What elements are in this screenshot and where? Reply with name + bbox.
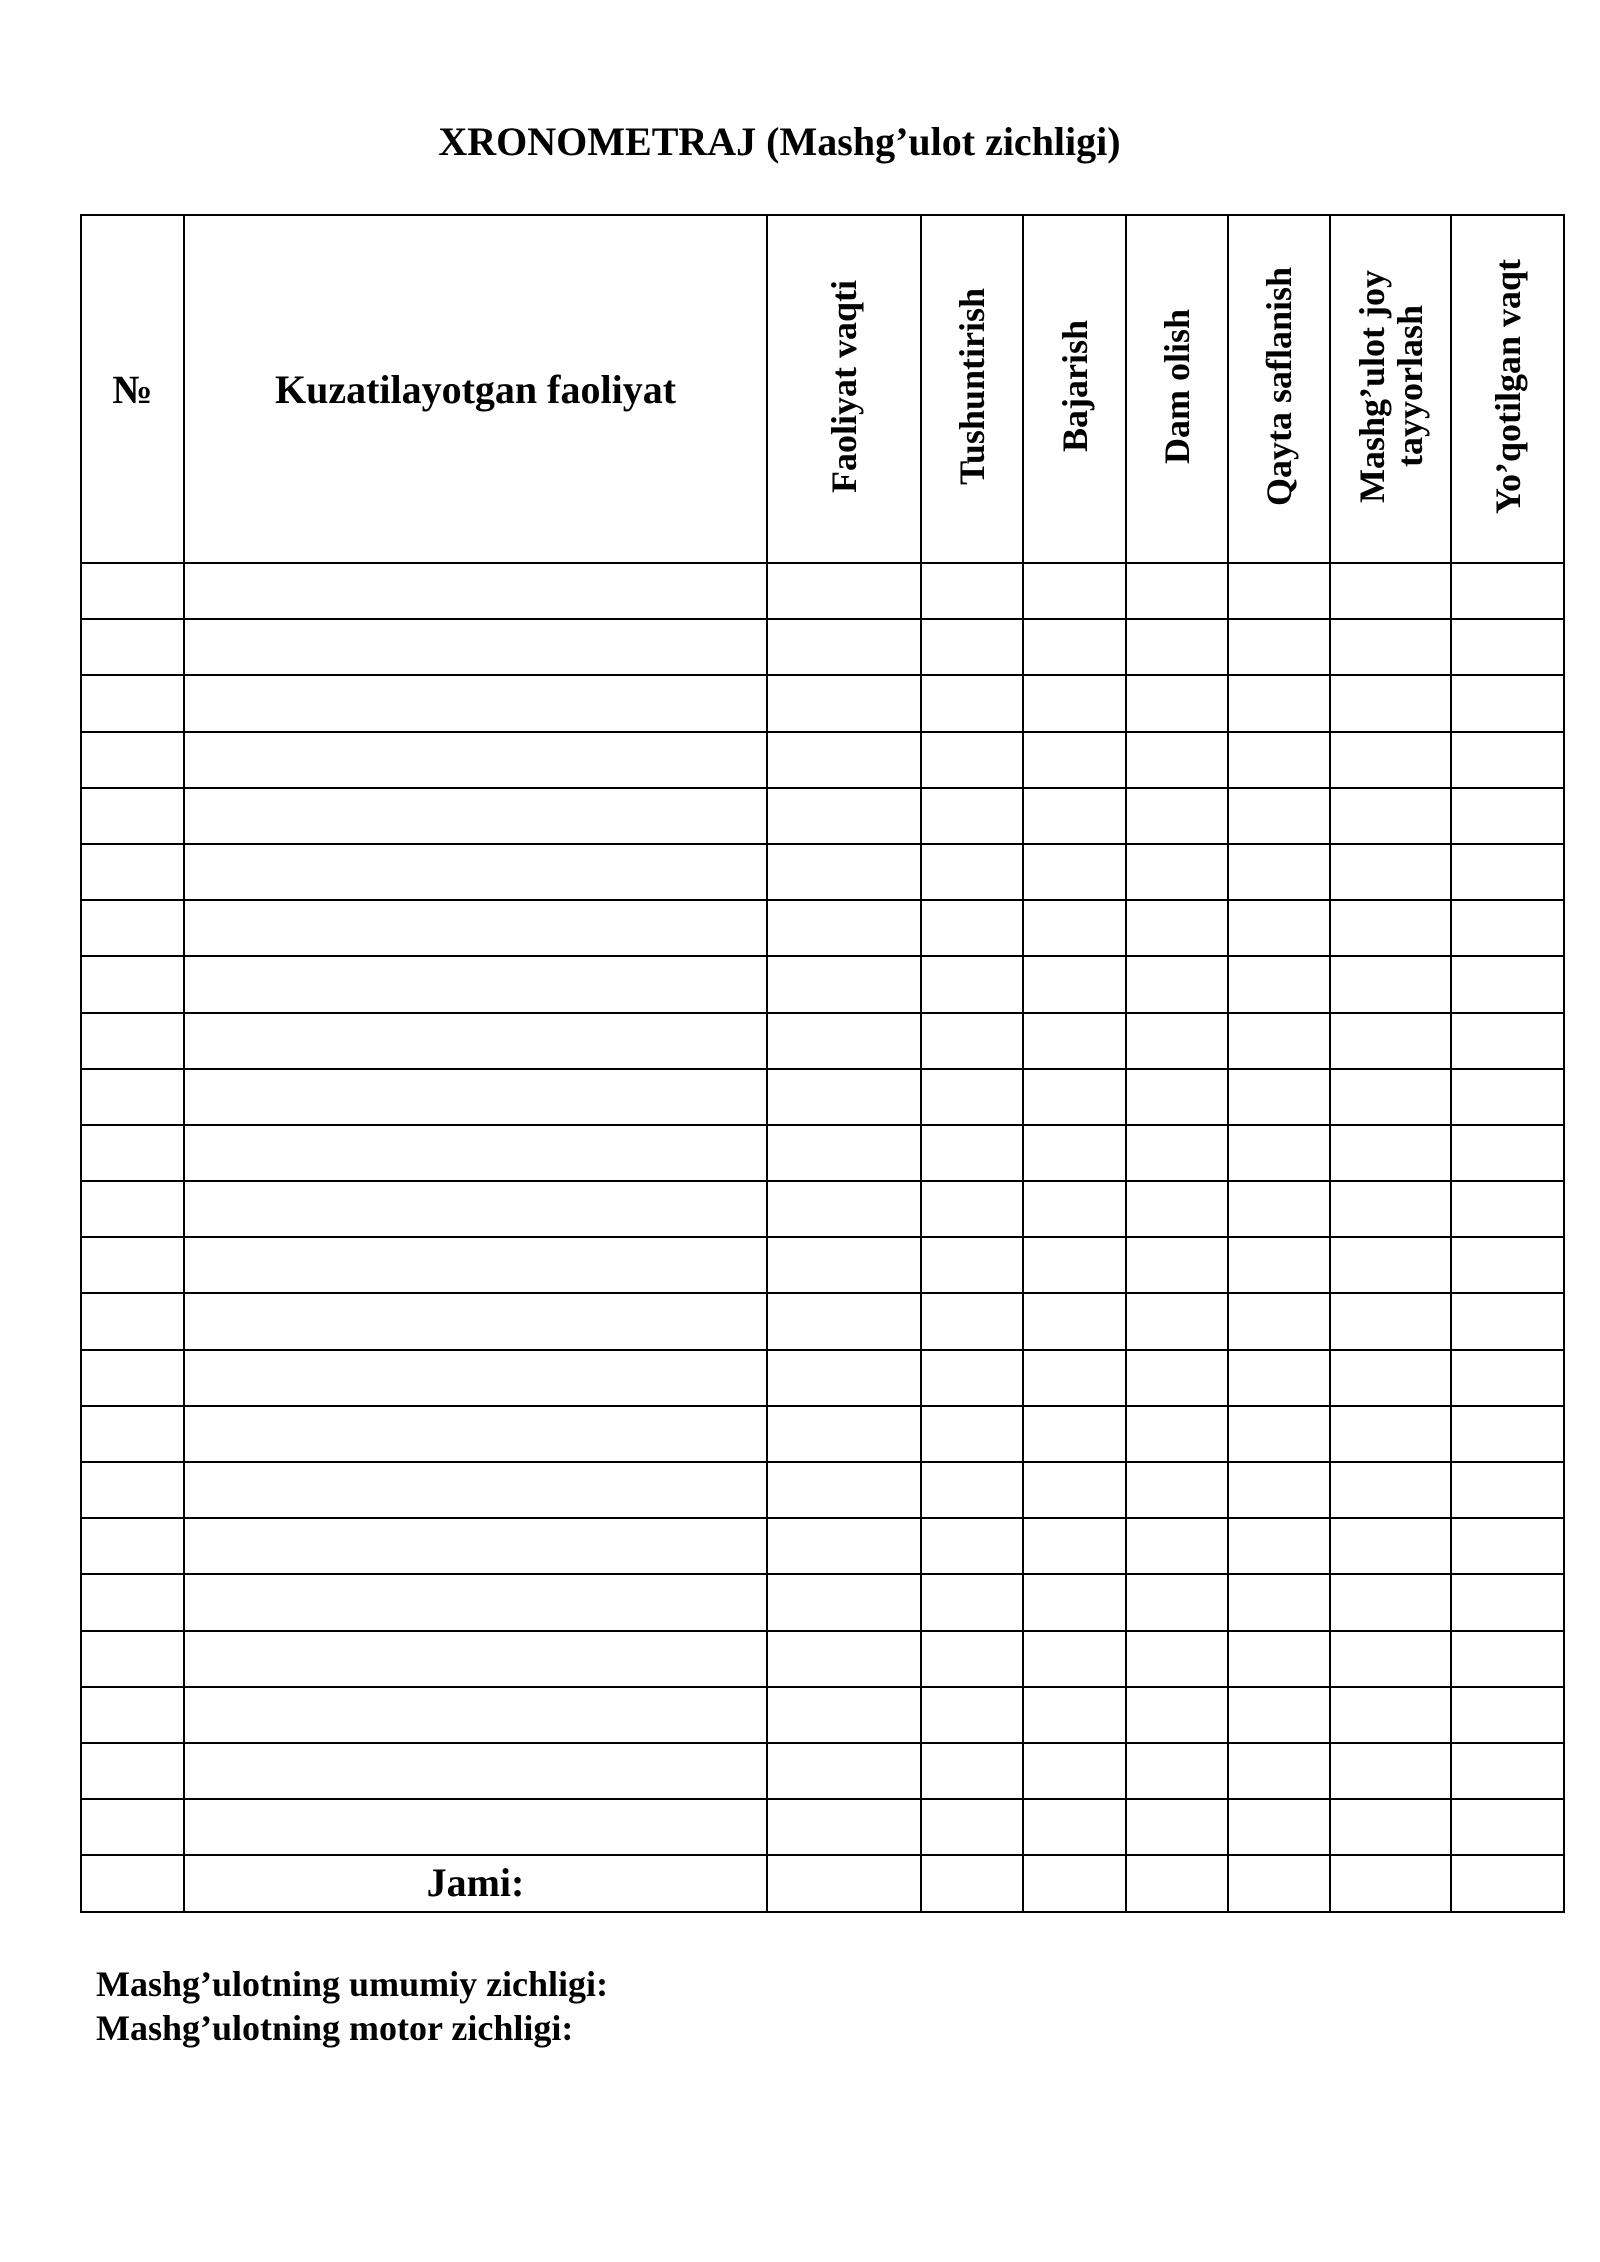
table-cell[interactable] xyxy=(1451,788,1564,844)
table-cell[interactable] xyxy=(1023,1743,1126,1799)
table-cell[interactable] xyxy=(1126,1855,1228,1911)
table-cell[interactable] xyxy=(184,732,767,788)
table-cell[interactable] xyxy=(921,1350,1023,1406)
table-cell[interactable] xyxy=(921,788,1023,844)
header-execution xyxy=(1023,215,1126,563)
table-cell[interactable] xyxy=(184,1013,767,1069)
table-cell[interactable] xyxy=(767,1799,921,1855)
table-cell[interactable] xyxy=(1451,1574,1564,1630)
table-cell[interactable] xyxy=(184,788,767,844)
table-cell[interactable] xyxy=(1023,1350,1126,1406)
header-observed-activity: Kuzatilayotgan faoliyat xyxy=(184,215,767,563)
table-cell[interactable] xyxy=(184,1518,767,1574)
table-cell[interactable] xyxy=(184,844,767,900)
table-cell[interactable] xyxy=(767,1237,921,1293)
table-cell[interactable] xyxy=(921,1293,1023,1349)
table-row xyxy=(81,1631,1564,1687)
table-row xyxy=(81,1013,1564,1069)
table-cell[interactable] xyxy=(767,956,921,1012)
table-cell[interactable] xyxy=(1228,1631,1330,1687)
table-cell[interactable] xyxy=(1330,1574,1451,1630)
table-row xyxy=(81,788,1564,844)
table-cell[interactable] xyxy=(921,1855,1023,1911)
header-lost-time-label: Yo’qotilgan vaqt xyxy=(1487,258,1528,515)
table-cell[interactable] xyxy=(921,619,1023,675)
table-cell[interactable] xyxy=(1228,1293,1330,1349)
table-cell[interactable] xyxy=(184,1293,767,1349)
table-cell[interactable] xyxy=(1023,1799,1126,1855)
table-cell[interactable] xyxy=(1126,675,1228,731)
table-cell[interactable] xyxy=(1451,1069,1564,1125)
table-row xyxy=(81,1406,1564,1462)
header-rest-label: Dam olish xyxy=(1157,308,1197,465)
table-cell[interactable] xyxy=(184,1743,767,1799)
table-cell[interactable] xyxy=(1451,1855,1564,1911)
table-cell[interactable] xyxy=(1023,1125,1126,1181)
header-regrouping-label: Qayta saflanish xyxy=(1259,266,1299,507)
table-cell[interactable] xyxy=(81,563,184,619)
table-cell[interactable] xyxy=(921,844,1023,900)
table-row xyxy=(81,1293,1564,1349)
header-row xyxy=(81,215,1564,563)
table-row xyxy=(81,1350,1564,1406)
table-cell[interactable] xyxy=(1228,956,1330,1012)
table-cell[interactable] xyxy=(1451,1013,1564,1069)
table-cell[interactable] xyxy=(1451,1350,1564,1406)
table-cell[interactable] xyxy=(1330,1631,1451,1687)
table-cell[interactable] xyxy=(1126,619,1228,675)
table-cell[interactable] xyxy=(767,1687,921,1743)
table-body xyxy=(81,563,1564,1912)
table-cell[interactable] xyxy=(81,1743,184,1799)
table-cell[interactable] xyxy=(1126,1799,1228,1855)
table-cell[interactable] xyxy=(81,1293,184,1349)
table-cell[interactable] xyxy=(1126,1293,1228,1349)
table-cell[interactable] xyxy=(81,1574,184,1630)
header-explanation xyxy=(921,215,1023,563)
table-cell[interactable] xyxy=(184,1125,767,1181)
header-explanation-label: Tushuntirish xyxy=(952,288,992,485)
table-cell[interactable] xyxy=(1330,1743,1451,1799)
table-row xyxy=(81,844,1564,900)
table-cell[interactable] xyxy=(1126,1350,1228,1406)
table-cell[interactable] xyxy=(767,844,921,900)
table-row xyxy=(81,732,1564,788)
header-activity-time xyxy=(767,215,921,563)
table-cell[interactable] xyxy=(1330,1069,1451,1125)
table-cell[interactable] xyxy=(1451,675,1564,731)
header-lost-time xyxy=(1451,215,1564,563)
table-cell[interactable] xyxy=(921,1518,1023,1574)
table-cell[interactable] xyxy=(1451,900,1564,956)
table-cell[interactable] xyxy=(81,1013,184,1069)
table-cell[interactable] xyxy=(81,956,184,1012)
table-cell[interactable] xyxy=(1451,563,1564,619)
summary-section xyxy=(96,1962,608,2050)
table-cell[interactable] xyxy=(767,732,921,788)
table-row xyxy=(81,1462,1564,1518)
table-cell[interactable] xyxy=(1126,1743,1228,1799)
table-cell[interactable] xyxy=(767,1518,921,1574)
table-cell[interactable] xyxy=(81,1799,184,1855)
table-cell[interactable] xyxy=(767,1406,921,1462)
table-cell[interactable] xyxy=(921,1406,1023,1462)
total-label: Jami: xyxy=(184,1855,767,1911)
table-cell[interactable] xyxy=(1451,1743,1564,1799)
table-cell[interactable] xyxy=(1330,1013,1451,1069)
table-cell[interactable] xyxy=(1023,1181,1126,1237)
table-cell[interactable] xyxy=(921,956,1023,1012)
table-cell[interactable] xyxy=(81,1125,184,1181)
table-cell[interactable] xyxy=(1330,956,1451,1012)
table-cell[interactable] xyxy=(1451,1237,1564,1293)
table-cell[interactable] xyxy=(921,900,1023,956)
table-cell[interactable] xyxy=(1330,619,1451,675)
table-cell[interactable] xyxy=(81,1462,184,1518)
table-cell[interactable] xyxy=(1330,1518,1451,1574)
table-cell[interactable] xyxy=(1228,1350,1330,1406)
table-cell[interactable] xyxy=(1228,1237,1330,1293)
header-place-preparation-line1: Mashg’ulot joy xyxy=(1351,270,1392,503)
table-row xyxy=(81,1687,1564,1743)
table-cell[interactable] xyxy=(1451,956,1564,1012)
table-cell[interactable] xyxy=(184,1069,767,1125)
table-cell[interactable] xyxy=(1330,900,1451,956)
table-cell[interactable] xyxy=(1126,1406,1228,1462)
table-cell[interactable] xyxy=(767,1293,921,1349)
table-cell[interactable] xyxy=(921,1574,1023,1630)
table-row xyxy=(81,1743,1564,1799)
table-cell[interactable] xyxy=(1126,900,1228,956)
table-cell[interactable] xyxy=(1126,1125,1228,1181)
table-row xyxy=(81,1181,1564,1237)
table-cell[interactable] xyxy=(1023,1069,1126,1125)
table-cell[interactable] xyxy=(184,1687,767,1743)
table-row xyxy=(81,1574,1564,1630)
table-cell[interactable] xyxy=(1451,844,1564,900)
table-cell[interactable] xyxy=(1228,1687,1330,1743)
table-cell[interactable] xyxy=(1126,1518,1228,1574)
table-cell[interactable] xyxy=(1023,1013,1126,1069)
table-cell[interactable] xyxy=(1451,1462,1564,1518)
table-cell[interactable] xyxy=(1023,1518,1126,1574)
table-cell[interactable] xyxy=(81,1855,184,1911)
table-cell[interactable] xyxy=(1228,1013,1330,1069)
table-cell[interactable] xyxy=(1228,1462,1330,1518)
table-cell[interactable] xyxy=(1330,1293,1451,1349)
table-row xyxy=(81,619,1564,675)
table-cell[interactable] xyxy=(81,732,184,788)
table-cell[interactable] xyxy=(1228,1743,1330,1799)
table-cell[interactable] xyxy=(81,675,184,731)
table-cell[interactable] xyxy=(1023,1237,1126,1293)
table-cell[interactable] xyxy=(921,675,1023,731)
table-cell[interactable] xyxy=(81,788,184,844)
table-cell[interactable] xyxy=(1023,675,1126,731)
table-cell[interactable] xyxy=(921,1631,1023,1687)
table-cell[interactable] xyxy=(1126,1631,1228,1687)
table-cell[interactable] xyxy=(1330,563,1451,619)
general-density-label: Mashg’ulotning umumiy zichligi: xyxy=(96,1964,609,2004)
header-rest xyxy=(1126,215,1228,563)
table-cell[interactable] xyxy=(1451,619,1564,675)
table-cell[interactable] xyxy=(1330,732,1451,788)
table-cell[interactable] xyxy=(767,1631,921,1687)
table-cell[interactable] xyxy=(1330,1181,1451,1237)
table-row xyxy=(81,675,1564,731)
table-cell[interactable] xyxy=(184,1181,767,1237)
header-regrouping xyxy=(1228,215,1330,563)
table-cell[interactable] xyxy=(81,1350,184,1406)
table-cell[interactable] xyxy=(81,619,184,675)
table-cell[interactable] xyxy=(767,619,921,675)
table-cell[interactable] xyxy=(921,1237,1023,1293)
table-cell[interactable] xyxy=(1023,563,1126,619)
table-row xyxy=(81,1799,1564,1855)
table-cell[interactable] xyxy=(184,563,767,619)
table-cell[interactable] xyxy=(1126,1013,1228,1069)
table-row xyxy=(81,1237,1564,1293)
table-cell[interactable] xyxy=(81,1181,184,1237)
table-cell[interactable] xyxy=(184,1350,767,1406)
table-cell[interactable] xyxy=(1330,1855,1451,1911)
table-cell[interactable] xyxy=(767,1069,921,1125)
table-cell[interactable] xyxy=(1330,1406,1451,1462)
table-cell[interactable] xyxy=(1126,1181,1228,1237)
table-cell[interactable] xyxy=(1023,956,1126,1012)
table-cell[interactable] xyxy=(184,1799,767,1855)
table-row xyxy=(81,1069,1564,1125)
table-cell[interactable] xyxy=(767,1743,921,1799)
table-cell[interactable] xyxy=(1126,732,1228,788)
table-cell[interactable] xyxy=(1330,844,1451,900)
table-cell[interactable] xyxy=(1023,1293,1126,1349)
table-cell[interactable] xyxy=(1330,1237,1451,1293)
table-cell[interactable] xyxy=(767,1574,921,1630)
table-cell[interactable] xyxy=(767,1125,921,1181)
table-cell[interactable] xyxy=(1023,732,1126,788)
table-cell[interactable] xyxy=(921,1013,1023,1069)
table-cell[interactable] xyxy=(1126,1574,1228,1630)
table-cell[interactable] xyxy=(1126,1237,1228,1293)
table-cell[interactable] xyxy=(1126,1687,1228,1743)
table-cell[interactable] xyxy=(184,1574,767,1630)
table-cell[interactable] xyxy=(81,1687,184,1743)
table-cell[interactable] xyxy=(1451,1631,1564,1687)
table-cell[interactable] xyxy=(184,900,767,956)
table-cell[interactable] xyxy=(1023,900,1126,956)
table-cell[interactable] xyxy=(1023,1574,1126,1630)
table-cell[interactable] xyxy=(81,844,184,900)
table-cell[interactable] xyxy=(1228,732,1330,788)
table-cell[interactable] xyxy=(1451,1799,1564,1855)
table-row xyxy=(81,900,1564,956)
table-cell[interactable] xyxy=(1451,732,1564,788)
total-row xyxy=(81,1855,1564,1911)
table-cell[interactable] xyxy=(1228,1574,1330,1630)
table-cell[interactable] xyxy=(921,1687,1023,1743)
header-execution-label: Bajarish xyxy=(1054,320,1095,453)
table-cell[interactable] xyxy=(81,1069,184,1125)
table-cell[interactable] xyxy=(921,1181,1023,1237)
table-cell[interactable] xyxy=(1228,675,1330,731)
table-cell[interactable] xyxy=(1023,1687,1126,1743)
table-cell[interactable] xyxy=(921,732,1023,788)
table-cell[interactable] xyxy=(81,1406,184,1462)
table-cell[interactable] xyxy=(1330,1799,1451,1855)
table-cell[interactable] xyxy=(921,1743,1023,1799)
table-cell[interactable] xyxy=(1330,788,1451,844)
chronometry-table xyxy=(80,214,1565,1913)
table-cell[interactable] xyxy=(184,1462,767,1518)
table-cell[interactable] xyxy=(1451,1293,1564,1349)
table-cell[interactable] xyxy=(767,1181,921,1237)
table-cell[interactable] xyxy=(1126,1462,1228,1518)
table-cell[interactable] xyxy=(1451,1518,1564,1574)
table-cell[interactable] xyxy=(1023,788,1126,844)
table-cell[interactable] xyxy=(921,1069,1023,1125)
table-cell[interactable] xyxy=(767,1013,921,1069)
table-cell[interactable] xyxy=(1330,1462,1451,1518)
header-activity-time-label: Faoliyat vaqti xyxy=(824,280,864,493)
table-cell[interactable] xyxy=(1023,619,1126,675)
table-cell[interactable] xyxy=(1228,1855,1330,1911)
table-cell[interactable] xyxy=(767,1462,921,1518)
motor-density-label: Mashg’ulotning motor zichligi: xyxy=(96,2008,574,2048)
table-cell[interactable] xyxy=(767,900,921,956)
table-cell[interactable] xyxy=(767,675,921,731)
table-cell[interactable] xyxy=(921,1125,1023,1181)
table-cell[interactable] xyxy=(1023,1855,1126,1911)
table-cell[interactable] xyxy=(1023,1631,1126,1687)
table-cell[interactable] xyxy=(1228,1069,1330,1125)
table-row xyxy=(81,563,1564,619)
header-number: № xyxy=(81,215,184,563)
table-cell[interactable] xyxy=(184,1406,767,1462)
table-cell[interactable] xyxy=(1228,1799,1330,1855)
table-cell[interactable] xyxy=(1228,1518,1330,1574)
header-place-preparation xyxy=(1330,215,1451,563)
table-cell[interactable] xyxy=(1330,1125,1451,1181)
table-cell[interactable] xyxy=(1126,563,1228,619)
table-cell[interactable] xyxy=(1023,1462,1126,1518)
table-cell[interactable] xyxy=(1451,1406,1564,1462)
table-cell[interactable] xyxy=(1451,1687,1564,1743)
table-cell[interactable] xyxy=(767,788,921,844)
table-cell[interactable] xyxy=(184,675,767,731)
table-cell[interactable] xyxy=(921,563,1023,619)
table-cell[interactable] xyxy=(1228,788,1330,844)
table-cell[interactable] xyxy=(184,956,767,1012)
table-cell[interactable] xyxy=(1228,1181,1330,1237)
table-row xyxy=(81,956,1564,1012)
table-cell[interactable] xyxy=(1451,1181,1564,1237)
table-cell[interactable] xyxy=(1228,844,1330,900)
table-cell[interactable] xyxy=(1228,563,1330,619)
table-cell[interactable] xyxy=(767,1350,921,1406)
header-place-preparation-line2: tayyorlash xyxy=(1389,305,1430,468)
table-cell[interactable] xyxy=(1451,1125,1564,1181)
table-cell[interactable] xyxy=(81,900,184,956)
table-cell[interactable] xyxy=(1126,1069,1228,1125)
table-cell[interactable] xyxy=(1126,844,1228,900)
table-cell[interactable] xyxy=(1126,788,1228,844)
table-cell[interactable] xyxy=(767,1855,921,1911)
table-cell[interactable] xyxy=(184,1631,767,1687)
table-cell[interactable] xyxy=(1330,675,1451,731)
table-cell[interactable] xyxy=(921,1462,1023,1518)
table-cell[interactable] xyxy=(767,563,921,619)
table-cell[interactable] xyxy=(1126,956,1228,1012)
table-cell[interactable] xyxy=(1330,1687,1451,1743)
page-title: XRONOMETRAJ (Mashg’ulot zichligi) xyxy=(438,119,1121,164)
table-cell[interactable] xyxy=(81,1631,184,1687)
table-cell[interactable] xyxy=(184,1237,767,1293)
table-cell[interactable] xyxy=(921,1799,1023,1855)
table-row xyxy=(81,1518,1564,1574)
table-row xyxy=(81,1125,1564,1181)
table-cell[interactable] xyxy=(1228,1125,1330,1181)
table-cell[interactable] xyxy=(1023,844,1126,900)
table-cell[interactable] xyxy=(1330,1350,1451,1406)
table-cell[interactable] xyxy=(81,1237,184,1293)
table-cell[interactable] xyxy=(1228,1406,1330,1462)
table-cell[interactable] xyxy=(184,619,767,675)
table-cell[interactable] xyxy=(1228,900,1330,956)
header-place-preparation-label xyxy=(1353,270,1429,503)
table-cell[interactable] xyxy=(1023,1406,1126,1462)
table-cell[interactable] xyxy=(81,1518,184,1574)
table-cell[interactable] xyxy=(1228,619,1330,675)
